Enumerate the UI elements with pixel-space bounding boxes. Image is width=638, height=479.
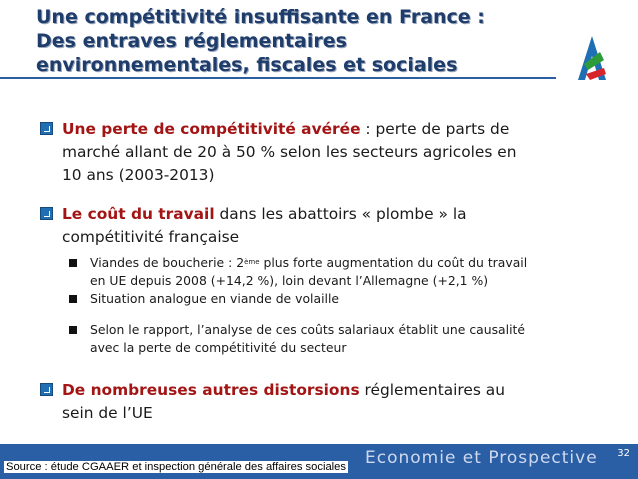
sub-bullet-rapport xyxy=(40,321,610,357)
slide-content xyxy=(40,118,610,425)
slide-title xyxy=(36,5,556,77)
footer-brand: Economie et Prospective xyxy=(365,448,598,468)
bullet-text: compétitivité française xyxy=(62,228,240,246)
title-line-3: environnementales, fiscales et sociales xyxy=(36,54,458,76)
bullet-text: sein de l’UE xyxy=(62,404,153,422)
checkbox-bullet-icon xyxy=(40,383,53,396)
sub-text: en UE depuis 2008 (+14,2 %), loin devant l’Allemagne (+2,1 %) xyxy=(90,273,489,288)
title-line-2: Des entraves réglementaires xyxy=(36,30,347,52)
bullet-distorsions xyxy=(40,379,610,425)
title-line-1: Une compétitivité insuffisante en France : xyxy=(36,6,485,28)
bullet-text: marché allant de 20 à 50 % selon les secteurs agricoles en xyxy=(62,143,517,161)
checkbox-bullet-icon xyxy=(40,207,53,220)
checkbox-bullet-icon xyxy=(40,122,53,135)
bullet-text: réglementaires au xyxy=(359,381,505,399)
sub-bullet-volaille xyxy=(40,290,610,308)
bullet-competitivite xyxy=(40,118,610,187)
sub-text: Viandes de boucherie : 2 xyxy=(90,255,245,270)
sub-text: Situation analogue en viande de volaille xyxy=(90,291,340,306)
sub-text: avec la perte de compétitivité du secteur xyxy=(90,340,347,355)
superscript: ème xyxy=(244,258,260,266)
sub-text: Selon le rapport, l’analyse de ces coûts salariaux établit une causalité xyxy=(90,322,526,337)
bullet-emphasis: De nombreuses autres distorsions xyxy=(62,381,360,399)
square-bullet-icon xyxy=(69,259,77,267)
bullet-text: : perte de parts de xyxy=(360,120,510,138)
bullet-emphasis: Une perte de compétitivité avérée xyxy=(62,120,361,138)
bullet-text: 10 ans (2003-2013) xyxy=(62,166,215,184)
ministry-logo-icon xyxy=(570,30,614,88)
bullet-emphasis: Le coût du travail xyxy=(62,205,215,223)
square-bullet-icon xyxy=(69,326,77,334)
page-number: 32 xyxy=(617,448,630,459)
sub-bullet-viandes xyxy=(40,254,610,290)
bullet-cout-travail xyxy=(40,203,610,249)
sub-text: plus forte augmentation du coût du travail xyxy=(259,255,528,270)
title-rule xyxy=(0,77,556,79)
source-note: Source : étude CGAAER et inspection générale des affaires sociales xyxy=(6,461,346,473)
square-bullet-icon xyxy=(69,295,77,303)
bullet-text: dans les abattoirs « plombe » la xyxy=(214,205,467,223)
